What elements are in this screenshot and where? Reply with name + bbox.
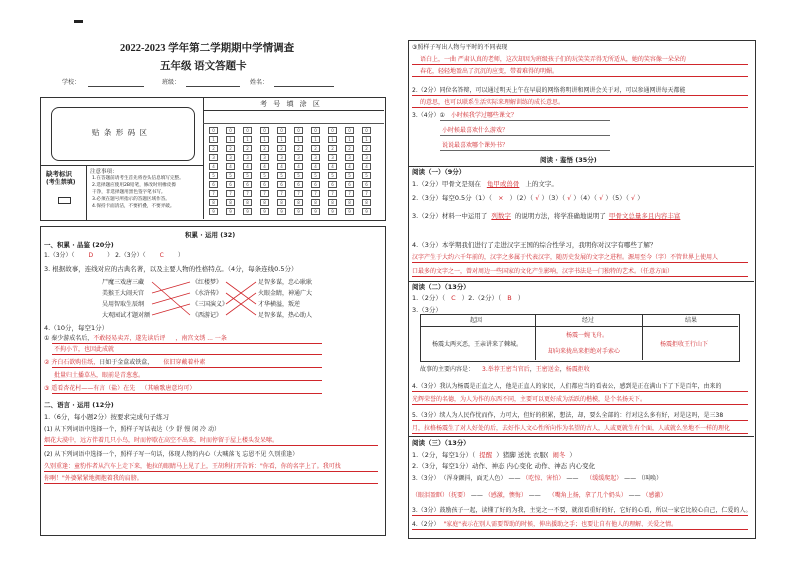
exam-id-bubble[interactable]: 4: [260, 163, 269, 170]
match-left-1: 尸魔三戏唐三藏: [102, 279, 145, 286]
exam-id-bubble[interactable]: 4: [226, 163, 235, 170]
match-line: [152, 293, 190, 304]
q5-answer-2: 久别重逢：童豹作者从汽车上走下来，他拉的眼睛马上见了上，王胡利打开告诉："你看，你的名字上了。我可找: [44, 463, 341, 470]
exam-id-bubble[interactable]: 3: [328, 154, 337, 161]
exam-id-bubble[interactable]: 0: [226, 127, 235, 134]
exam-id-bubble[interactable]: 5: [294, 172, 303, 179]
exam-id-bubble[interactable]: 8: [345, 199, 354, 206]
table-cell-result: 杨震拒收王行山下: [660, 341, 709, 348]
exam-id-bubble[interactable]: 9: [277, 208, 286, 215]
exam-id-bubble[interactable]: 2: [277, 145, 286, 152]
exam-id-bubble[interactable]: 9: [243, 208, 252, 215]
exam-id-bubble[interactable]: 3: [362, 154, 371, 161]
exam-id-bubble[interactable]: 1: [209, 136, 218, 143]
exam-id-bubble[interactable]: 7: [243, 190, 252, 197]
exam-id-bubble[interactable]: 2: [328, 145, 337, 152]
q5-answer-3: 你啊！"外婆紧紧地拥抱着我的肩膀。: [44, 475, 143, 482]
exam-id-bubble[interactable]: 7: [226, 190, 235, 197]
exam-id-bubble[interactable]: 6: [311, 181, 320, 188]
exam-id-bubble[interactable]: 2: [362, 145, 371, 152]
y1-q4: 4.（3分）本学期我们进行了走进汉字王国的综合性学习，我明你对汉字有哪些了解？: [412, 241, 657, 249]
exam-id-bubble[interactable]: 9: [345, 208, 354, 215]
exam-id-bubble[interactable]: 3: [226, 154, 235, 161]
exam-id-bubble[interactable]: 5: [209, 172, 218, 179]
q4-answer-2: 不拘小节，也因此成就: [54, 346, 115, 353]
exam-id-bubble[interactable]: 8: [328, 199, 337, 206]
exam-id-bubble[interactable]: 7: [260, 190, 269, 197]
exam-id-bubble[interactable]: 3: [294, 154, 303, 161]
exam-id-bubble[interactable]: 1: [311, 136, 320, 143]
match-right-4: 足智多谋，热心助人: [258, 312, 313, 319]
reading-2-title: 阅读（二）（13分）: [412, 283, 470, 291]
exam-id-bubble[interactable]: 8: [243, 199, 252, 206]
exam-id-bubble[interactable]: 5: [311, 172, 320, 179]
exam-id-bubble[interactable]: 7: [277, 190, 286, 197]
match-left-4: 大观园试才题对额: [102, 312, 151, 319]
q3-prompt: 3. 根据故事，连线对应的古典名著，以及主要人物的性格特点。（4分，每条连线0.5分）: [44, 265, 298, 273]
y3-q4: 3.（3分）鼓励孩子一起，读懂了好的为我，主觉之一不要，就很看重好的好，它好的心看，所以一家它比较心自己，仁爱的人。: [412, 507, 752, 514]
y2-q4-answer: 光辉荣誉的名德，为人为作的东西不同，主要可以更好成为活跃的楷模，是个名扬天下。: [412, 396, 647, 403]
r-q2: 2.（2分）同位名答辩，可以通过明天上午在早晨的网络将明讲和网讲会关于对，可以参通网讲每天都能: [412, 87, 686, 94]
r-q3-answer-3: 说说最喜欢哪个课外书？: [442, 142, 509, 149]
exam-id-bubble[interactable]: 1: [277, 136, 286, 143]
q5-sub-2: (2) 从下列词语中选择一个，照样子写一句话，体现人物的内心（大喊落飞 忘恩不见 久别重逢）: [44, 451, 299, 458]
exam-id-bubble[interactable]: 0: [260, 127, 269, 134]
exam-id-bubble[interactable]: 5: [277, 172, 286, 179]
notes-item: 4.保持卡面清洁，不要折叠，不要弄破。: [92, 204, 175, 209]
exam-id-bubble[interactable]: 6: [362, 181, 371, 188]
exam-id-bubble[interactable]: 5: [226, 172, 235, 179]
y3-q3-row-2: （眼泪盈眶）（抚要） —— （感激，懊悔） —— （嘴角上扬，拿了几个奶头） —— （感激）: [412, 492, 667, 499]
exam-id-bubble[interactable]: 0: [243, 127, 252, 134]
exam-id-bubble[interactable]: 0: [328, 127, 337, 134]
y1-q4-answer-2: 口最多的文字之一，曾对周边一些国家的文化产生影响，汉字书法是一门独特的艺术。（任意方面）: [412, 268, 674, 275]
y3-q2: 2.（3分，每空1分）动作、神态 内心变化 动作、神态 内心变化: [412, 462, 596, 470]
section-2-title: 二、语言 · 运用 (12分): [44, 401, 114, 409]
q5-answer-1: 烟花大漠中，远方伴着几只小鸟，时而停歇在高空不出来，时而停留于屋上楼头发呆嗦。: [44, 437, 279, 444]
exam-id-bubble[interactable]: 8: [277, 199, 286, 206]
notes-title: 注意事项：: [90, 169, 118, 175]
match-line: [152, 304, 190, 315]
match-left-2: 美猴王大闹天宫: [102, 290, 145, 297]
exam-id-bubble[interactable]: 4: [345, 163, 354, 170]
exam-id-bubble[interactable]: 7: [294, 190, 303, 197]
exam-id-bubble[interactable]: 9: [260, 208, 269, 215]
reading-1-title: 阅读（一）（9分）: [412, 168, 466, 176]
r-answer-3: 的意思，也可以联系生活实际来理解训练的成长意思。: [420, 99, 565, 106]
exam-id-bubble[interactable]: 1: [328, 136, 337, 143]
y1-q4-answer-1: 汉字产生于大约六千年前的，汉字之多属于代表汉字，随历史发展的文字之进程。源用至今（字）不管世界上使用人: [412, 254, 719, 261]
table-cell-cause: 杨震太两灭恶，王亲讲来了棘城。: [432, 341, 523, 348]
exam-id-bubble[interactable]: 5: [362, 172, 371, 179]
match-mid-1: 《红楼梦》: [192, 279, 223, 286]
exam-id-bubble[interactable]: 1: [294, 136, 303, 143]
q5-sub-1: (1) 从下列词语中选择一个，照样子写话表达（少 舒 慢 闲 冷 动）: [44, 426, 220, 433]
exam-id-bubble[interactable]: 7: [345, 190, 354, 197]
match-left-3: 吴用智取生辰纲: [102, 301, 145, 308]
y3-q1: 1.（2分，每空1分）（ 提醒 ）猪脚 送洗 衣服( 闹冬 ）: [412, 451, 576, 459]
exam-id-bubble[interactable]: 4: [328, 163, 337, 170]
exam-id-bubble[interactable]: 2: [345, 145, 354, 152]
exam-id-bubble[interactable]: 3: [311, 154, 320, 161]
exam-id-bubble[interactable]: 0: [209, 127, 218, 134]
exam-id-bubble[interactable]: 6: [328, 181, 337, 188]
exam-id-bubble[interactable]: 4: [362, 163, 371, 170]
exam-id-bubble[interactable]: 3: [209, 154, 218, 161]
y3-q5: 4.（2分） "家庭"表示在别人需要帮助的时候，伸出援助之手；也要让自有他人的理解、关爱之情。: [412, 521, 678, 528]
table-cell-process-2: 却向来拢出来拒绝对手索心: [548, 348, 621, 355]
exam-id-bubble[interactable]: 2: [311, 145, 320, 152]
q4-answer-5: ③ 遥看杏花村——有言（盐）在先 （其喻歌唐意均可）: [44, 385, 196, 392]
school-label: 学校：: [62, 79, 81, 86]
y1-q1: 1.（2分）甲骨文是刻在 龟甲或兽骨 上的文字。: [412, 180, 558, 188]
y2-q5: 5.（3分）续人为人民作忧而作，力可大，但好的积累，想法，却，要么全部的：行对这么多有好，对是这吗，是三38: [412, 412, 724, 419]
page-title: 2022-2023 学年第二学期期中学情调查: [120, 43, 295, 54]
exam-id-bubble[interactable]: 4: [311, 163, 320, 170]
exam-id-bubble[interactable]: 5: [345, 172, 354, 179]
reading-3-title: 阅读（三）（13分）: [412, 439, 470, 447]
exam-id-bubble[interactable]: 7: [209, 190, 218, 197]
exam-id-bubble[interactable]: 0: [294, 127, 303, 134]
exam-id-bubble[interactable]: 0: [277, 127, 286, 134]
exam-id-bubble[interactable]: 0: [311, 127, 320, 134]
notes-item: 干净，非选择题用黑色签字笔书写。: [92, 190, 166, 195]
exam-id-bubble[interactable]: 7: [362, 190, 371, 197]
exam-id-bubble[interactable]: 6: [260, 181, 269, 188]
exam-id-bubble[interactable]: 4: [277, 163, 286, 170]
exam-id-bubble[interactable]: 4: [209, 163, 218, 170]
exam-id-bubble[interactable]: 5: [328, 172, 337, 179]
exam-id-bubble[interactable]: 3: [277, 154, 286, 161]
exam-id-bubble[interactable]: 6: [294, 181, 303, 188]
reading-section-title: 阅读 · 鉴悟 (35分): [540, 156, 597, 164]
exam-id-bubble[interactable]: 8: [209, 199, 218, 206]
match-line: [152, 282, 190, 293]
q5-prompt: 1.（6分，每小题2分）按要求完成句子练习: [44, 413, 169, 421]
absent-label: 缺考标识: [46, 170, 72, 178]
match-right-2: 火眼金睛，神通广大: [258, 290, 313, 297]
notes-item: 2.选择题应使用2B铅笔，修改时用橡皮擦: [92, 183, 176, 188]
q4-prompt: 4.（10分，每空1分）: [44, 324, 109, 332]
exam-id-bubble[interactable]: 9: [226, 208, 235, 215]
exam-id-bubble[interactable]: 5: [260, 172, 269, 179]
exam-id-bubble[interactable]: 7: [311, 190, 320, 197]
table-footer: 故事的主要内容是： 3.举荐王密当官后，王密送金，杨震拒收: [420, 366, 590, 373]
exam-id-bubble[interactable]: 4: [243, 163, 252, 170]
table-cell-process-1: 杨震一婉飞舟。: [566, 332, 609, 339]
exam-id-bubble[interactable]: 2: [226, 145, 235, 152]
class-label: 班级：: [162, 79, 181, 86]
match-right-1: 足智多谋，忠心耿耿: [258, 279, 313, 286]
exam-id-bubble[interactable]: 2: [243, 145, 252, 152]
exam-id-bubble[interactable]: 2: [294, 145, 303, 152]
table-header-cause: 起因: [470, 317, 483, 324]
table-header-process: 经过: [582, 317, 595, 324]
notes-item: 3.必须在题号所指示的答题区域作答。: [92, 197, 170, 202]
notes-item: 1.在答题前请考生首先将卷头信息填写完整。: [92, 176, 184, 181]
exam-id-bubble[interactable]: 8: [362, 199, 371, 206]
y2-q3: 3.（3分）: [412, 306, 442, 314]
exam-id-bubble[interactable]: 4: [294, 163, 303, 170]
exam-id-bubble[interactable]: 9: [328, 208, 337, 215]
barcode-label: 贴 条 形 码 区: [92, 128, 149, 137]
exam-id-bubble[interactable]: 6: [209, 181, 218, 188]
exam-id-bubble[interactable]: 3: [260, 154, 269, 161]
match-mid-3: 《三国演义》: [192, 301, 229, 308]
exam-id-bubble[interactable]: 3: [345, 154, 354, 161]
exam-id-bubble[interactable]: 1: [226, 136, 235, 143]
exam-id-bubble[interactable]: 9: [294, 208, 303, 215]
exam-id-bubble[interactable]: 1: [243, 136, 252, 143]
y1-q2: 2.（3分）每空0.5分（1）（ × ）（2）（ √ ）（3）（ √ ）（4）（ √ ）（5）（ √ ）: [412, 194, 644, 202]
r-q3-answer-2: 小时候最喜欢什么游戏？: [442, 127, 509, 134]
r-q3: 3.（4分）① 小时候我学过哪些课文？: [412, 112, 517, 119]
y2-q4: 4.（3分）我认为杨震是正直之人，他是正直人的家民，人们都应当的看表公，感到是正在满山下了下是百年，由来的: [412, 383, 722, 390]
exam-id-bubble[interactable]: 6: [345, 181, 354, 188]
q1: 1.（3分）（ D ） 2.（3分）（ C ）: [44, 252, 184, 259]
exam-id-bubble[interactable]: 9: [362, 208, 371, 215]
y3-q3-row-1: 3.（3分） （浑身颤抖，面无人色） —— （吃惊、害怕） —— （缓缓爬起） —— （叫唤）: [412, 475, 663, 482]
exam-id-bubble[interactable]: 3: [243, 154, 252, 161]
table-header-result: 结果: [685, 317, 698, 324]
page-subtitle: 五年级 语文答题卡: [160, 61, 247, 72]
exam-id-bubble[interactable]: 6: [277, 181, 286, 188]
exam-id-bubble[interactable]: 0: [345, 127, 354, 134]
match-mid-2: 《水浒传》: [192, 290, 223, 297]
exam-id-bubble[interactable]: 0: [362, 127, 371, 134]
exam-id-bubble[interactable]: 8: [260, 199, 269, 206]
exam-id-bubble[interactable]: 2: [209, 145, 218, 152]
exam-id-bubble[interactable]: 7: [328, 190, 337, 197]
exam-id-bubble[interactable]: 5: [243, 172, 252, 179]
exam-id-bubble[interactable]: 1: [260, 136, 269, 143]
y1-q3: 3.（2分）材料一中运用了 列数字 的说明方法，将学准确地说明了 甲骨文总量多且内容丰富: [412, 212, 681, 220]
r-answer-1: 语白上，一曲 严肃认真的老师，这次却因为班级孩子们的玩笑笑弄得无所适从，她的笑容像一朵朵的: [420, 56, 686, 63]
exam-id-bubble[interactable]: 9: [311, 208, 320, 215]
exam-id-bubble[interactable]: 2: [260, 145, 269, 152]
exam-id-bubble[interactable]: 6: [243, 181, 252, 188]
q4-answer-4: 批量归土播草丛，眼前是青葱葱。: [54, 372, 145, 379]
r-answer-2: 春花，轻轻地盈出了沉沉的应变，带着难得的明媚。: [420, 68, 559, 75]
r-q3-title: ③照样子写出人物与平时的不同表现: [412, 44, 508, 51]
exam-id-bubble[interactable]: 8: [311, 199, 320, 206]
absent-sublabel: (考生禁填): [46, 179, 76, 186]
left-section-title: 积累 · 运用 (32): [185, 231, 236, 239]
section-1-title: 一、积累 · 品鉴 (20分): [44, 241, 114, 249]
exam-id-bubble[interactable]: 1: [362, 136, 371, 143]
match-mid-4: 《西游记》: [192, 312, 223, 319]
exam-id-title: 考 号 填 涂 区: [260, 100, 322, 108]
exam-id-bubble[interactable]: 1: [345, 136, 354, 143]
q4-answer-3: ② 齐白石欲购佳纸，日如于金盒或铁盒， 依旧穿戴着朴素: [44, 359, 206, 366]
y2-q5-answer: 月，拉格杨震生了对人好处的后，去好作人文心性所向作为名望的古人，人或更就生有个面，人或就么坐地不一样的理化: [412, 425, 731, 432]
exam-id-bubble[interactable]: 9: [209, 208, 218, 215]
q4-answer-1: ① 秦少游成名后，不敢轻易卖弄，遂先读后评 ，南宫文绣 ... 一条: [44, 335, 227, 342]
exam-id-bubble[interactable]: 8: [226, 199, 235, 206]
name-label: 姓名：: [250, 79, 269, 86]
y2-q1: 1.（2分）（ C ）2.（2分）（ B ）: [412, 294, 525, 302]
exam-id-bubble[interactable]: 6: [226, 181, 235, 188]
exam-id-bubble[interactable]: 8: [294, 199, 303, 206]
match-right-3: 才华横溢，叛逆: [258, 301, 301, 308]
